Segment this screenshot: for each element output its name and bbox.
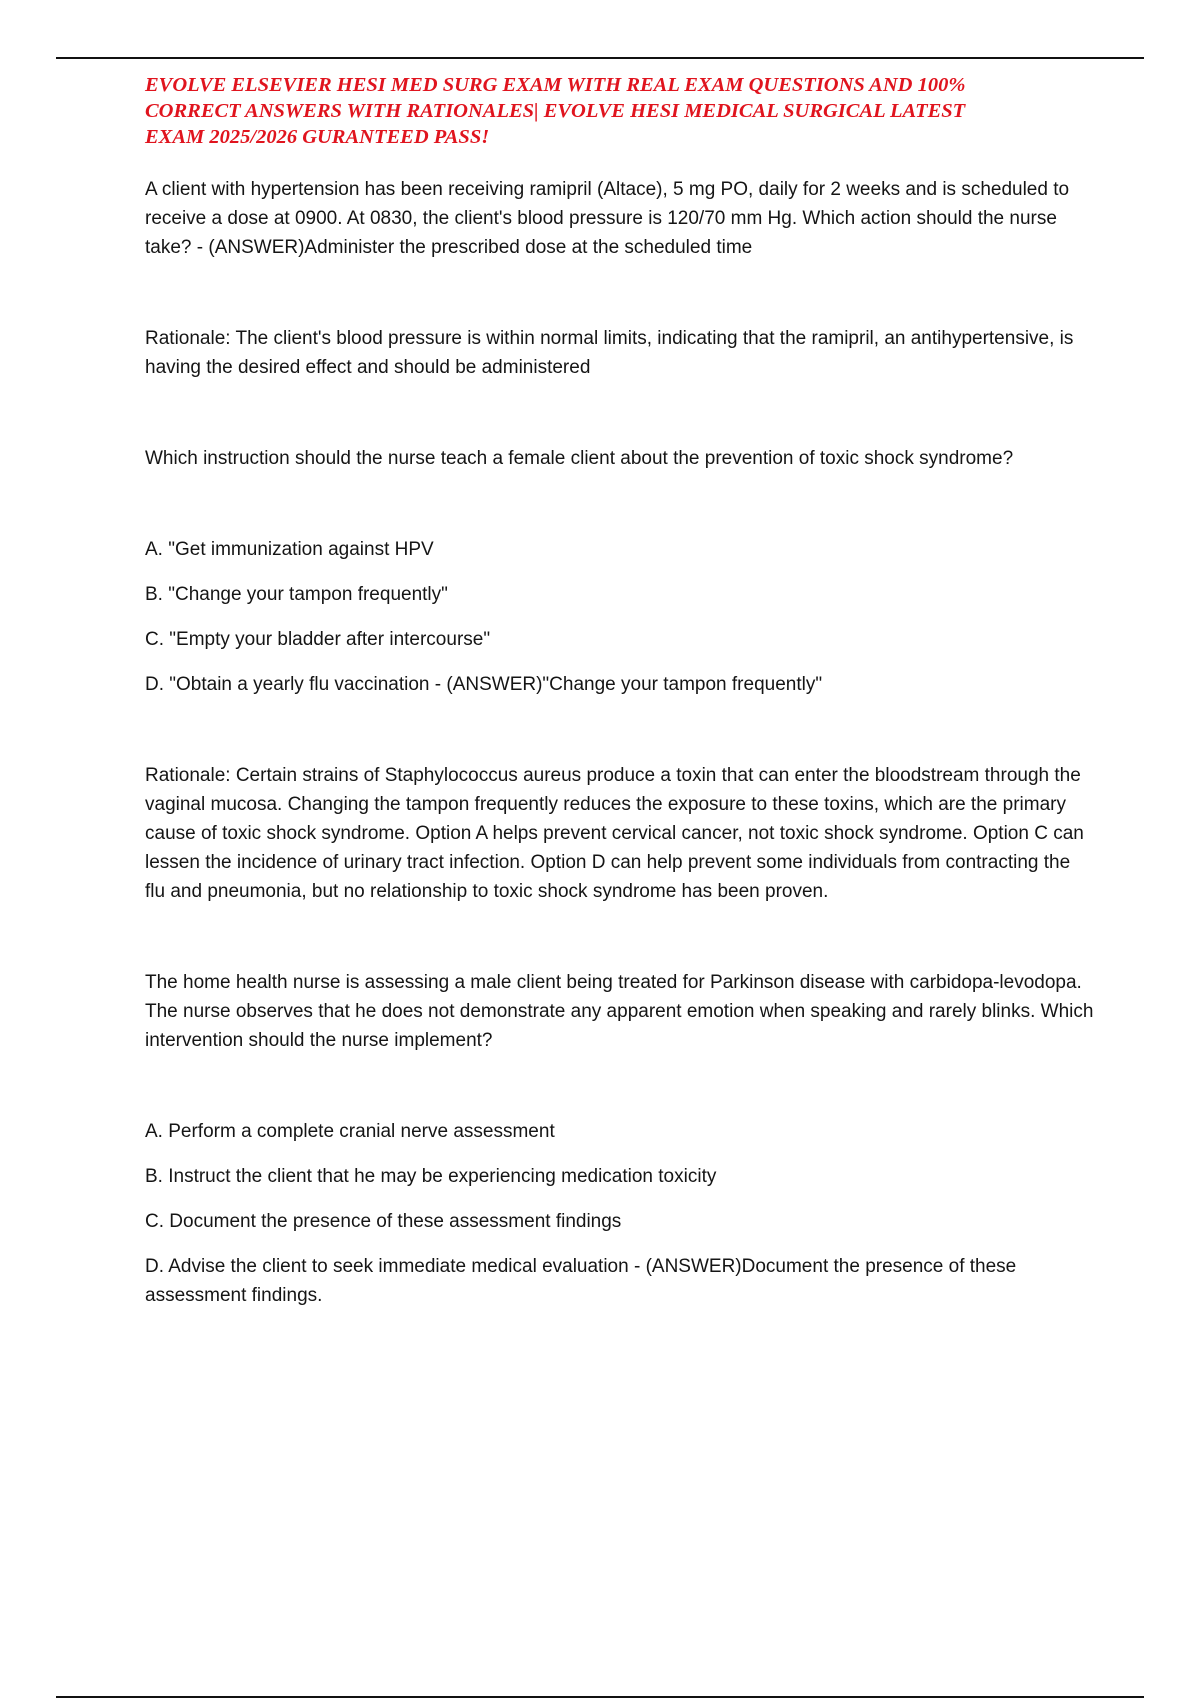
title-line-2: CORRECT ANSWERS WITH RATIONALES| EVOLVE HESI MEDICAL SURGICAL LATEST — [145, 100, 966, 122]
question-1-rationale: Rationale: The client's blood pressure is within normal limits, indicating that the ramipril, an antihypertensive, is having the desired effect and should be administered — [145, 328, 1074, 378]
question-3-text: The home health nurse is assessing a male client being treated for Parkinson disease with carbidopa-levodopa. The nurse observes that he does not demonstrate any apparent emotion when speaking and rarely blinks. Which intervention should the nurse implement? — [145, 972, 1094, 1051]
option-b: B. "Change your tampon frequently" — [145, 584, 448, 605]
question-2-options — [145, 535, 1095, 699]
title-line-1: EVOLVE ELSEVIER HESI MED SURG EXAM WITH REAL EXAM QUESTIONS AND 100% — [145, 74, 966, 96]
option-b: B. Instruct the client that he may be experiencing medication toxicity — [145, 1166, 717, 1187]
document-title — [145, 72, 1095, 150]
top-rule — [56, 57, 1144, 59]
question-1-text: A client with hypertension has been receiving ramipril (Altace), 5 mg PO, daily for 2 weeks and is scheduled to receive a dose at 0900. At 0830, the client's blood pressure is 120/70 mm Hg. Which action should the nurse take? - (ANSWER)Administer the prescribed dose at the scheduled time — [145, 179, 1070, 258]
title-line-3: EXAM 2025/2026 GURANTEED PASS! — [145, 126, 490, 148]
option-d: D. "Obtain a yearly flu vaccination - (ANSWER)"Change your tampon frequently" — [145, 674, 823, 695]
question-2-text: Which instruction should the nurse teach a female client about the prevention of toxic shock syndrome? — [145, 448, 1014, 469]
option-a: A. Perform a complete cranial nerve assessment — [145, 1121, 555, 1142]
bottom-rule — [56, 1696, 1144, 1698]
option-c: C. "Empty your bladder after intercourse" — [145, 629, 491, 650]
option-c: C. Document the presence of these assessment findings — [145, 1211, 622, 1232]
document-body — [145, 72, 1095, 1310]
question-3-options — [145, 1117, 1095, 1310]
option-a: A. "Get immunization against HPV — [145, 539, 434, 560]
option-d: D. Advise the client to seek immediate medical evaluation - (ANSWER)Document the presence of these assessment findings. — [145, 1256, 1017, 1306]
question-2-rationale: Rationale: Certain strains of Staphylococcus aureus produce a toxin that can enter the bloodstream through the vaginal mucosa. Changing the tampon frequently reduces the exposure to these toxins, which are the primary cause of toxic shock syndrome. Option A helps prevent cervical cancer, not toxic shock syndrome. Option C can lessen the incidence of urinary tract infection. Option D can help prevent some individuals from contracting the flu and pneumonia, but no relationship to toxic shock syndrome has been proven. — [145, 765, 1084, 902]
